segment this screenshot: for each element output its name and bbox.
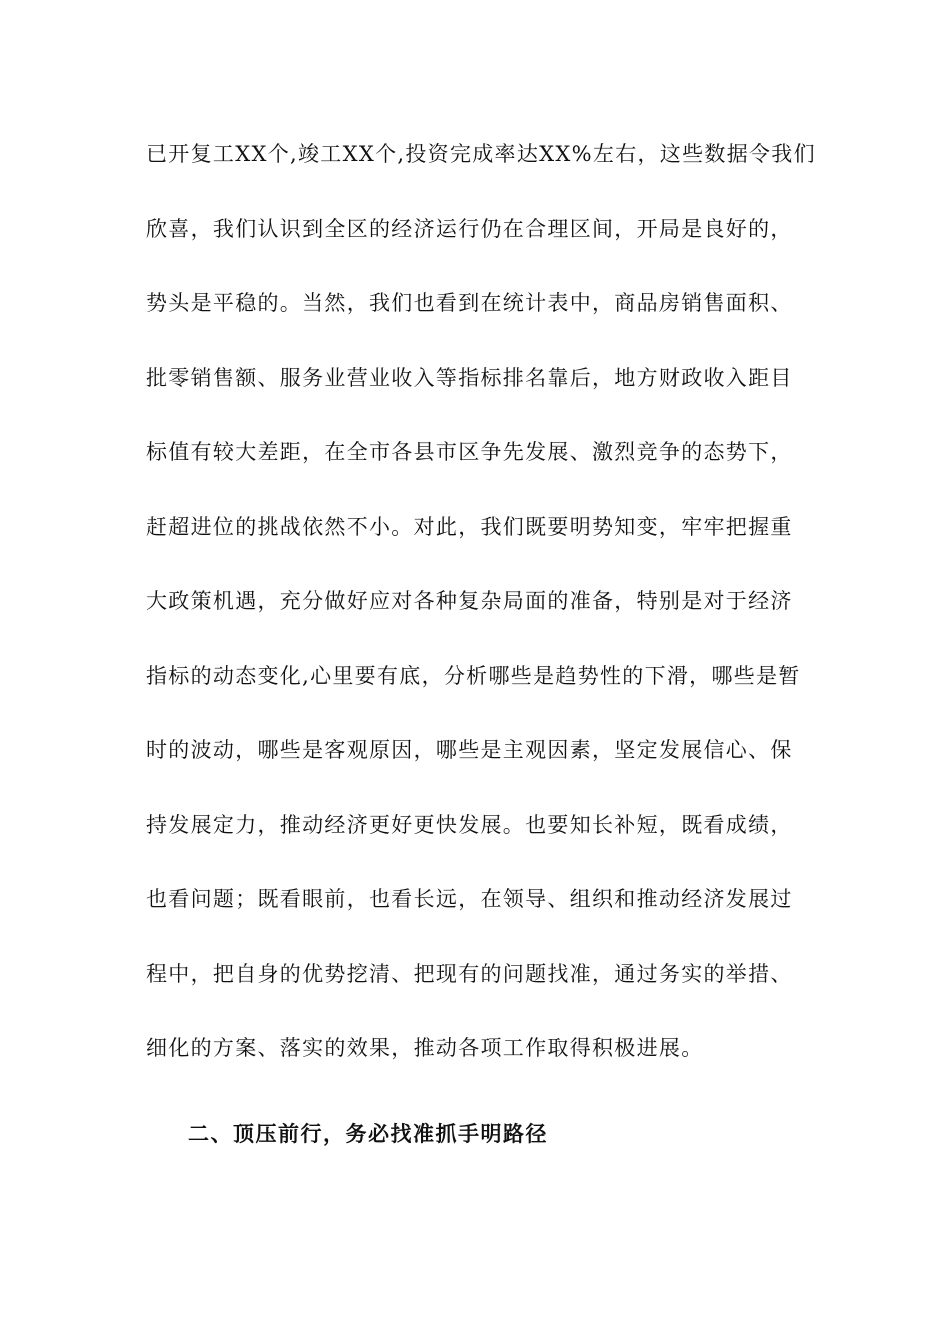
paragraph-line: 指标的动态变化,心里要有底，分析哪些是趋势性的下滑，哪些是暂	[146, 663, 801, 688]
paragraph-line: 批零销售额、服务业营业收入等指标排名靠后，地方财政收入距目	[146, 365, 793, 390]
paragraph-line: 也看问题；既看眼前，也看长远，在领导、组织和推动经济发展过	[146, 887, 793, 911]
paragraph-line: 已开复工XX个,竣工XX个,投资完成率达XX%左右，这些数据令我们	[146, 142, 816, 166]
section-heading: 二、顶压前行，务必找准抓手明路径	[188, 1121, 548, 1146]
paragraph-line: 持发展定力，推动经济更好更快发展。也要知长补短，既看成绩，	[146, 812, 793, 837]
paragraph-line: 欣喜，我们认识到全区的经济运行仍在合理区间，开局是良好的，	[146, 216, 793, 241]
paragraph-line: 大政策机遇，充分做好应对各种复杂局面的准备，特别是对于经济	[146, 589, 793, 613]
body-paragraph	[146, 132, 826, 1101]
paragraph-line: 细化的方案、落实的效果，推动各项工作取得积极进展。	[146, 1036, 704, 1060]
paragraph-line: 时的波动，哪些是客观原因，哪些是主观因素，坚定发展信心、保	[146, 738, 793, 762]
paragraph-line: 程中，把自身的优势挖清、把现有的问题找准，通过务实的举措、	[146, 961, 793, 986]
paragraph-line: 势头是平稳的。当然，我们也看到在统计表中，商品房销售面积、	[146, 291, 793, 315]
paragraph-line: 赶超进位的挑战依然不小。对此，我们既要明势知变，牢牢把握重	[146, 514, 793, 539]
paragraph-line: 标值有较大差距，在全市各县市区争先发展、激烈竞争的态势下，	[146, 440, 793, 464]
